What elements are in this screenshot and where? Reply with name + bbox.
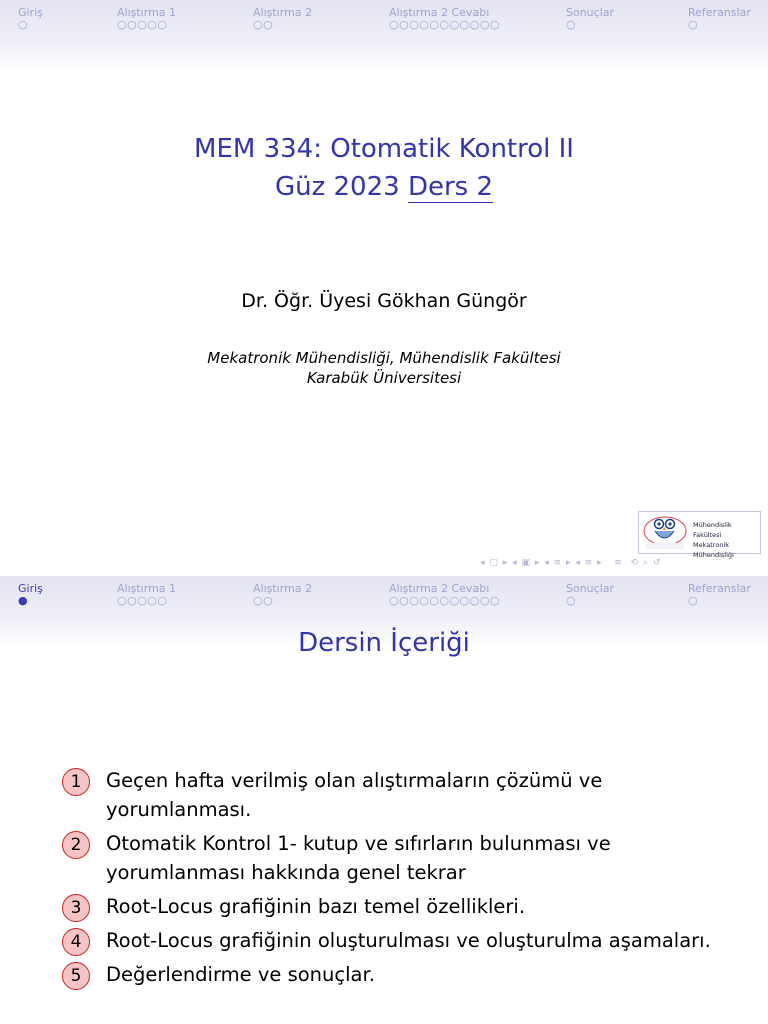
list-item-text: Geçen hafta verilmiş olan alıştırmaların çözümü ve yorumlanması. [106,769,603,821]
nav-section-label: Giriş [18,6,43,19]
nav-section-label: Alıştırma 2 [253,6,313,19]
nav-section-dots[interactable]: ○ [18,18,29,31]
nav-section-referanslar[interactable] [688,6,751,30]
institute [0,348,768,388]
beamer-navigation-symbols[interactable]: ◂ ▢ ▸ ◂ ▣ ▸ ◂ ≡ ▸ ◂ ≡ ▸ ≡ ⟲ ⌕ ↺ [480,558,662,568]
list-item [62,829,742,887]
list-item [62,960,742,989]
nav-section-sonuclar[interactable] [566,6,614,30]
list-item-text: Root-Locus grafiğinin bazı temel özellikleri. [106,895,526,918]
nav-section-dots[interactable]: ○○○○○ [117,594,168,607]
nav-section-alistirma-1[interactable] [117,582,176,606]
list-item [62,892,742,921]
list-item-text: Değerlendirme ve sonuçlar. [106,963,375,986]
nav-section-dots[interactable]: ○ [688,18,699,31]
lecture-link[interactable]: Ders 2 [407,172,494,202]
nav-section-dots[interactable]: ○ [688,594,699,607]
frame-title: Dersin İçeriği [298,628,470,658]
logo-department: Mekatronik Mühendisliği [693,541,734,559]
nav-section-referanslar[interactable] [688,582,751,606]
nav-section-alistirma-1[interactable] [117,6,176,30]
nav-section-alistirma-2[interactable] [253,582,312,606]
outline-list [62,766,742,994]
nav-section-label: Alıştırma 2 Cevabı [389,582,490,595]
content-slide [0,576,768,1024]
nav-section-dots[interactable]: ○○○○○○○○○○○ [389,18,501,31]
logo-text [693,520,760,560]
enum-badge: 2 [62,831,90,859]
nav-section-dots[interactable]: ○○ [253,18,274,31]
nav-section-label: Alıştırma 1 [117,6,177,19]
title-term: Güz 2023 [274,172,408,202]
presentation-title [0,130,768,206]
university-logo [638,511,761,559]
logo-faculty: Mühendislik Fakültesi [693,521,732,539]
list-item [62,926,742,955]
nav-section-label: Alıştırma 2 Cevabı [389,6,490,19]
title-line-1: MEM 334: Otomatik Kontrol II [194,134,574,164]
nav-section-giris[interactable] [18,6,43,30]
nav-section-label: Referanslar [688,582,751,595]
list-item-text: Root-Locus grafiğinin oluşturulması ve oluşturulma aşamaları. [106,929,711,952]
enum-badge: 4 [62,928,90,956]
nav-section-label: Sonuçlar [566,6,615,19]
nav-section-giris-active[interactable] [18,582,43,606]
institute-line-1: Mekatronik Mühendisliği, Mühendislik Fakültesi [207,349,561,367]
nav-section-alistirma-2-cevabi[interactable] [389,6,500,30]
nav-section-dots[interactable]: ○ [566,594,577,607]
author-name: Dr. Öğr. Üyesi Gökhan Güngör [241,290,527,312]
nav-section-label: Alıştırma 1 [117,582,177,595]
section-navigation-bar [0,0,768,72]
institute-line-2: Karabük Üniversitesi [306,369,462,387]
nav-section-label: Alıştırma 2 [253,582,313,595]
nav-section-dots[interactable]: ○○ [253,594,274,607]
title-line-2 [0,168,768,206]
nav-section-dots[interactable]: ○○○○○○○○○○○ [389,594,501,607]
nav-section-dots[interactable]: ○ [566,18,577,31]
list-item [62,766,742,824]
enum-badge: 3 [62,894,90,922]
nav-section-dots-active[interactable]: ● [18,594,29,607]
nav-section-alistirma-2-cevabi[interactable] [389,582,500,606]
nav-section-dots[interactable]: ○○○○○ [117,18,168,31]
nav-section-label: Sonuçlar [566,582,615,595]
enum-badge: 5 [62,962,90,990]
list-item-text: Otomatik Kontrol 1- kutup ve sıfırların bulunması ve yorumlanması hakkında genel tekrar [106,832,611,884]
owl-emblem-icon [639,512,691,553]
nav-section-alistirma-2[interactable] [253,6,312,30]
nav-section-sonuclar[interactable] [566,582,614,606]
nav-section-label: Giriş [18,582,43,595]
enum-badge: 1 [62,768,90,796]
nav-section-label: Referanslar [688,6,751,19]
